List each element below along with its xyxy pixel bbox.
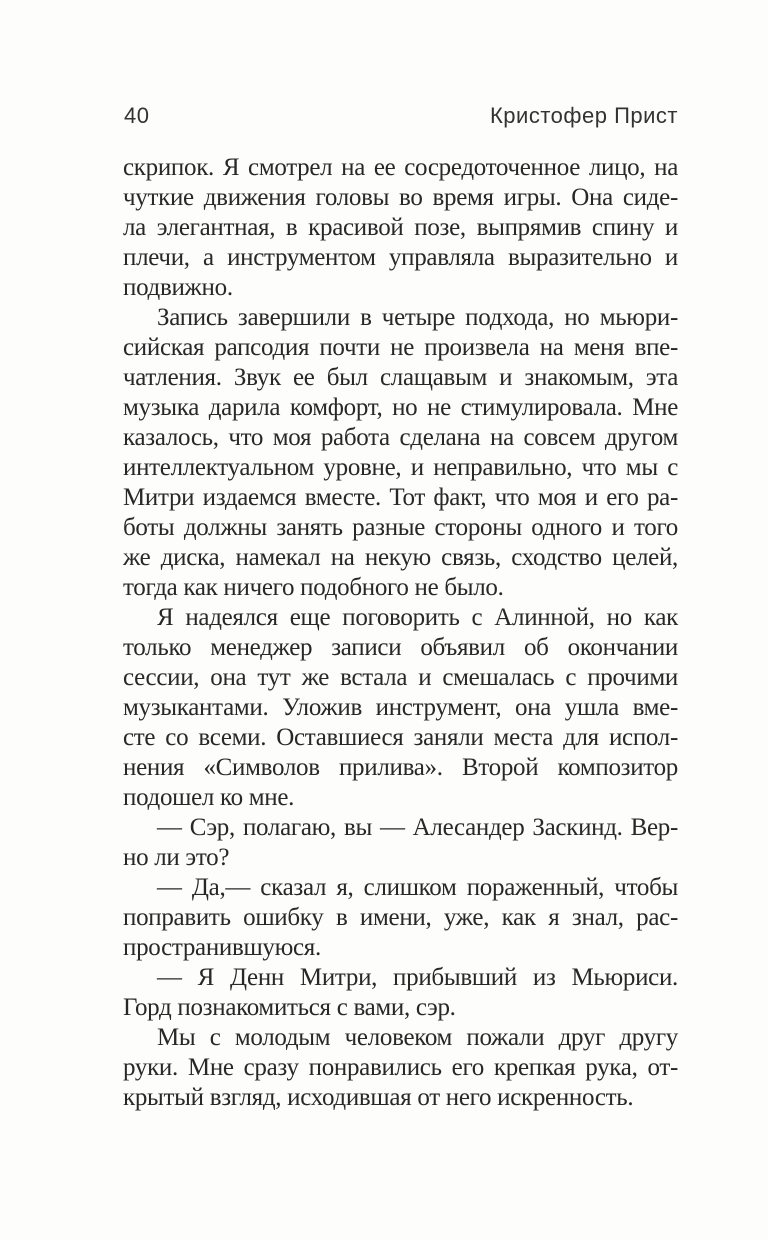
- text-line: только менеджер записи объявил об окончании: [123, 634, 678, 661]
- text-line: — Да,— сказал я, слишком пораженный, чтобы: [157, 874, 678, 901]
- text-line: ла элегантная, в красивой позе, выпрямив спину и: [123, 214, 678, 241]
- paragraph: [123, 873, 678, 963]
- text-line: Мы с молодым человеком пожали друг другу: [157, 1024, 678, 1051]
- text-line: казалось, что моя работа сделана на совсем другом: [123, 424, 678, 451]
- text-line: сессии, она тут же встала и смешалась с прочими: [123, 664, 678, 691]
- paragraph: [123, 153, 678, 303]
- text-line: тогда как ничего подобного не было.: [123, 574, 504, 601]
- text-line: Митри издаемся вместе. Тот факт, что моя и его ра-: [123, 484, 678, 511]
- text-line: но ли это?: [123, 844, 230, 871]
- text-line: руки. Мне сразу понравились его крепкая рука, от-: [123, 1054, 678, 1081]
- text-line: — Я Денн Митри, прибывший из Мьюриси.: [157, 964, 678, 991]
- text-line: боты должны занять разные стороны одного и того: [123, 514, 678, 541]
- text-line: пространившуюся.: [123, 934, 321, 961]
- text-line: интеллектуальном уровне, и неправильно, что мы с: [123, 454, 678, 481]
- text-line: сийская рапсодия почти не произвела на меня впе-: [123, 334, 678, 361]
- paragraph: [123, 603, 678, 813]
- text-line: — Сэр, полагаю, вы — Алесандер Заскинд. Вер-: [157, 814, 678, 841]
- page-header: [124, 103, 678, 129]
- text-line: подвижно.: [123, 274, 233, 301]
- text-line: чатления. Звук ее был слащавым и знакомым, эта: [123, 364, 678, 391]
- paragraph: [123, 1023, 678, 1113]
- text-line: Запись завершили в четыре подхода, но мьюри-: [157, 304, 678, 331]
- text-line: Горд познакомиться с вами, сэр.: [123, 994, 456, 1021]
- text-line: Я надеялся еще поговорить с Алинной, но как: [157, 604, 678, 631]
- text-line: музыкантами. Уложив инструмент, она ушла вме-: [123, 694, 678, 721]
- text-line: музыка дарила комфорт, но не стимулировала. Мне: [123, 394, 678, 421]
- text-line: скрипок. Я смотрел на ее сосредоточенное лицо, на: [123, 154, 678, 181]
- running-title: Кристофер Прист: [489, 103, 678, 128]
- text-line: поправить ошибку в имени, уже, как я знал, рас-: [123, 904, 678, 931]
- text-line: чуткие движения головы во время игры. Она сиде-: [123, 184, 678, 211]
- page-number: 40: [124, 103, 150, 128]
- paragraph: [123, 303, 678, 603]
- text-line: же диска, намекал на некую связь, сходство целей,: [123, 544, 678, 571]
- text-line: нения «Символов прилива». Второй композитор: [123, 754, 678, 781]
- paragraph: [123, 963, 678, 1023]
- text-line: крытый взгляд, исходившая от него искренность.: [123, 1084, 634, 1111]
- text-line: плечи, а инструментом управляла выразительно и: [123, 244, 678, 271]
- text-column: [123, 153, 678, 1113]
- text-line: подошел ко мне.: [123, 784, 295, 811]
- text-line: сте со всеми. Оставшиеся заняли места для испол-: [123, 724, 678, 751]
- paragraph: [123, 813, 678, 873]
